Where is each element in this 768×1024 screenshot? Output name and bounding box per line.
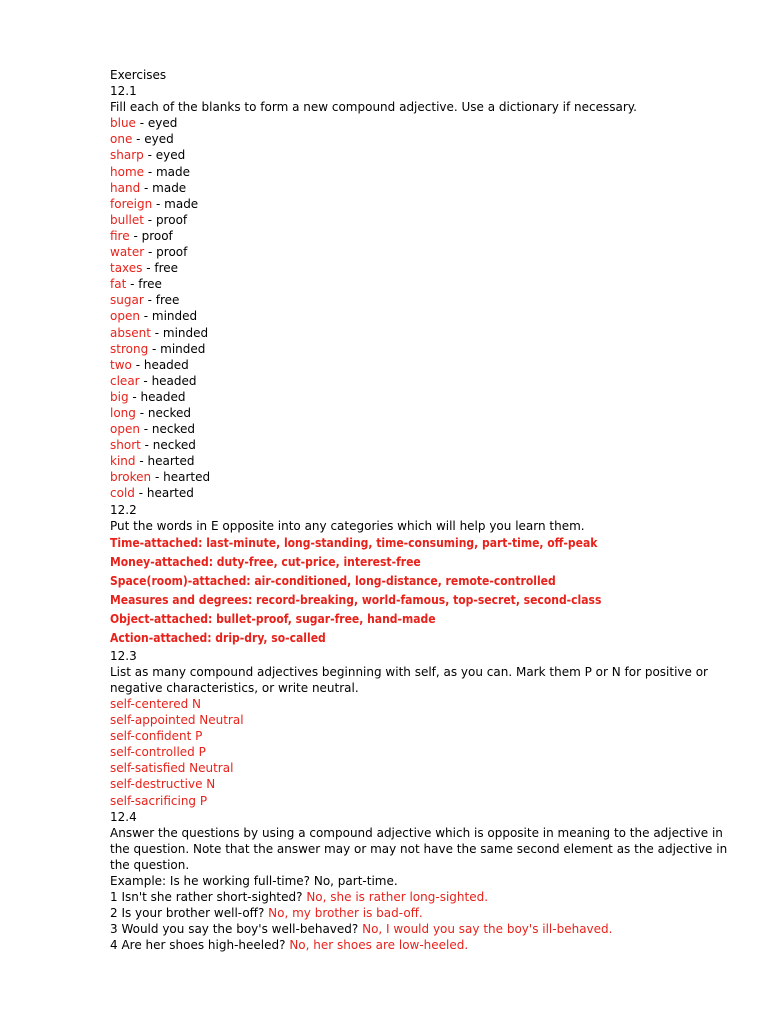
list-item	[110, 164, 730, 180]
question-text: 1 Isn't she rather short-sighted?	[110, 890, 303, 905]
section-number: 12.1	[110, 84, 137, 99]
category-line: Space(room)-attached: air-conditioned, long-distance, remote-controlled	[110, 573, 556, 588]
list-item: self-confident P	[110, 729, 203, 744]
list-item	[110, 212, 730, 228]
compound-suffix: - free	[143, 293, 180, 308]
compound-suffix: - proof	[144, 245, 188, 260]
compound-suffix: - eyed	[143, 148, 186, 163]
exercise-column	[110, 67, 730, 954]
question-text: 4 Are her shoes high-heeled?	[110, 938, 286, 953]
list-item	[110, 341, 730, 357]
section-instruction: Put the words in E opposite into any categories which will help you learn them.	[110, 518, 585, 533]
category-line: Time-attached: last-minute, long-standing, time-consuming, part-time, off-peak	[110, 535, 598, 550]
answer-word: kind	[110, 454, 136, 469]
answer-word: clear	[110, 373, 140, 388]
compound-suffix: - minded	[148, 341, 206, 356]
answer-word: open	[110, 309, 140, 324]
question-row	[110, 921, 730, 937]
compound-suffix: - made	[140, 180, 187, 195]
list-item	[110, 180, 730, 196]
section-number: 12.2	[110, 502, 137, 517]
page-heading: Exercises	[110, 68, 167, 82]
category-line: Measures and degrees: record-breaking, world-famous, top-secret, second-class	[110, 592, 602, 607]
answer-word: blue	[110, 116, 136, 131]
list-item	[110, 115, 730, 131]
answer-word: absent	[110, 325, 151, 340]
category-line: Money-attached: duty-free, cut-price, interest-free	[110, 554, 421, 569]
answer-word: fire	[110, 228, 130, 243]
compound-suffix: - necked	[140, 438, 196, 453]
list-item: self-appointed Neutral	[110, 713, 244, 728]
question-text: 2 Is your brother well-off?	[110, 906, 265, 921]
answer-word: water	[110, 245, 145, 260]
question-row	[110, 937, 730, 953]
compound-suffix: - minded	[150, 325, 209, 340]
answer-word: broken	[110, 470, 152, 485]
answer-text: No, my brother is bad-off.	[268, 906, 423, 921]
list-item	[110, 244, 730, 260]
section-instruction: Answer the questions by using a compound adjective which is opposite in meaning to the adjective in the question. Note that the answer may or may not have the same second element as the adjective in the question.	[110, 825, 728, 872]
compound-suffix: - made	[144, 164, 191, 179]
list-item	[110, 308, 730, 324]
compound-suffix: - eyed	[135, 116, 178, 131]
answer-word: taxes	[110, 261, 143, 276]
answer-word: two	[110, 357, 132, 372]
answer-word: fat	[110, 277, 127, 292]
list-item	[110, 196, 730, 212]
category-list	[110, 534, 730, 648]
answer-word: long	[110, 405, 136, 420]
compound-suffix: - free	[126, 277, 162, 292]
list-item: self-controlled P	[110, 745, 206, 760]
list-item	[110, 147, 730, 163]
compound-suffix: - proof	[143, 212, 188, 227]
section-number: 12.3	[110, 648, 137, 663]
section-instruction: Fill each of the blanks to form a new compound adjective. Use a dictionary if necessary.	[110, 100, 637, 115]
compound-suffix: - eyed	[132, 132, 174, 147]
list-item: self-centered N	[110, 697, 202, 711]
list-item	[110, 292, 730, 308]
compound-suffix: - hearted	[135, 454, 195, 469]
category-line: Action-attached: drip-dry, so-called	[110, 630, 326, 645]
compound-suffix: - hearted	[134, 486, 194, 501]
list-item	[110, 389, 730, 405]
list-item	[110, 276, 730, 292]
compound-suffix: - necked	[135, 405, 191, 420]
list-item	[110, 453, 730, 469]
list-item: self-destructive N	[110, 777, 216, 792]
answer-word: big	[110, 389, 129, 404]
list-item	[110, 485, 730, 501]
answer-word: sharp	[110, 148, 144, 163]
answer-word: open	[110, 422, 140, 437]
list-item	[110, 469, 730, 485]
answer-word: bullet	[110, 212, 144, 227]
list-item: self-satisfied Neutral	[110, 761, 234, 776]
list-item: self-sacrificing P	[110, 793, 208, 808]
list-item	[110, 357, 730, 373]
answer-text: No, I would you say the boy's ill-behaved.	[362, 922, 613, 937]
answer-word: sugar	[110, 293, 144, 308]
compound-suffix: - headed	[139, 373, 197, 388]
compound-suffix: - headed	[128, 389, 186, 404]
compound-list	[110, 115, 730, 501]
compound-suffix: - necked	[139, 422, 196, 437]
answer-word: hand	[110, 180, 141, 195]
section-instruction: List as many compound adjectives beginning with self, as you can. Mark them P or N for positive or negative characteristics, or write neutral.	[110, 664, 708, 695]
category-line: Object-attached: bullet-proof, sugar-free, hand-made	[110, 611, 436, 626]
list-item	[110, 405, 730, 421]
list-item	[110, 325, 730, 341]
list-item	[110, 228, 730, 244]
answer-text: No, she is rather long-sighted.	[306, 890, 489, 905]
list-item	[110, 437, 730, 453]
answer-word: short	[110, 438, 141, 453]
list-item	[110, 421, 730, 437]
compound-suffix: - minded	[139, 309, 198, 324]
compound-suffix: - made	[152, 196, 199, 211]
compound-suffix: - free	[142, 261, 179, 276]
answer-word: one	[110, 132, 133, 147]
answer-word: strong	[110, 341, 149, 356]
answer-word: home	[110, 164, 145, 179]
example-line: Example: Is he working full-time? No, part-time.	[110, 874, 398, 889]
answer-word: cold	[110, 486, 135, 501]
question-row	[110, 889, 730, 905]
list-item	[110, 373, 730, 389]
question-list	[110, 889, 730, 953]
list-item	[110, 260, 730, 276]
answer-text: No, her shoes are low-heeled.	[289, 938, 469, 953]
compound-suffix: - headed	[131, 357, 189, 372]
self-adjective-list	[110, 696, 730, 809]
answer-word: foreign	[110, 196, 153, 211]
compound-suffix: - proof	[129, 228, 173, 243]
section-number: 12.4	[110, 809, 137, 824]
list-item	[110, 131, 730, 147]
question-row	[110, 905, 730, 921]
compound-suffix: - hearted	[151, 470, 211, 485]
question-text: 3 Would you say the boy's well-behaved?	[110, 922, 359, 937]
